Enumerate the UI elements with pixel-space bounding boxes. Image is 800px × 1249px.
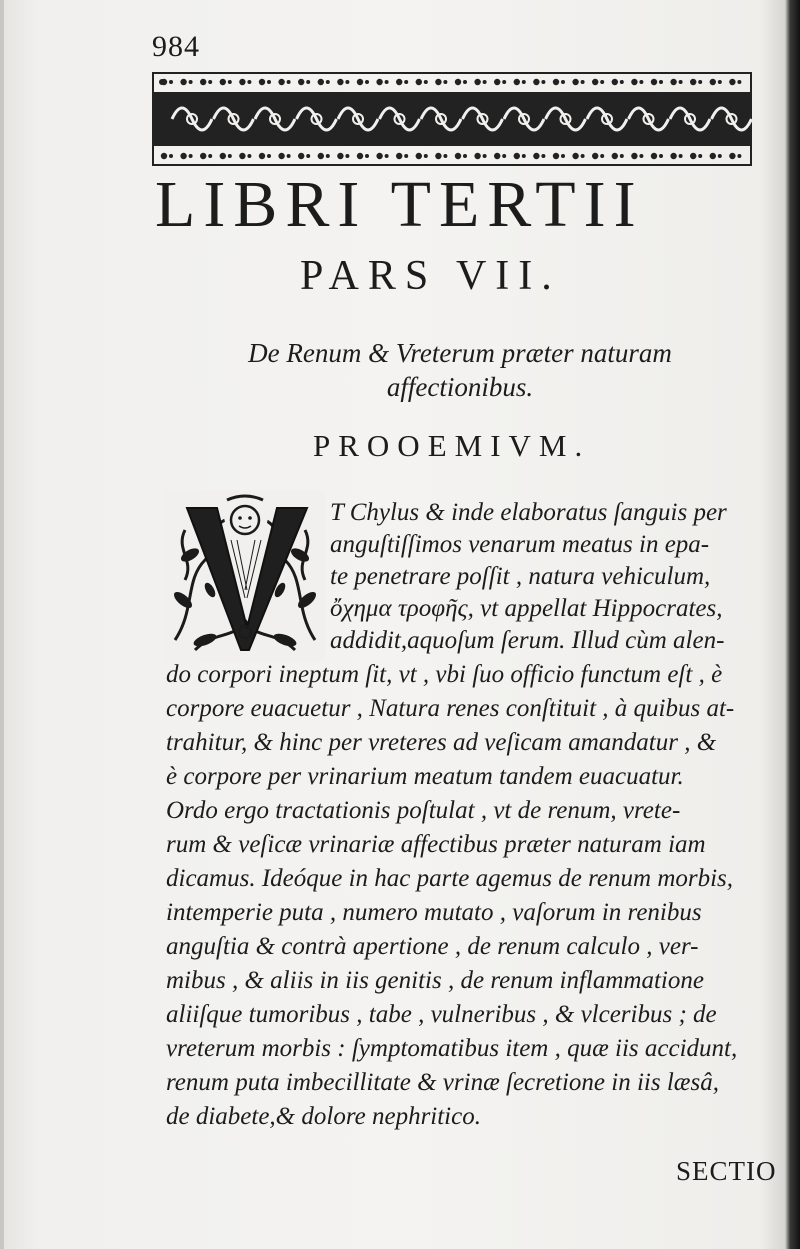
- catchword: SECTIO: [676, 1156, 777, 1186]
- body-line: dicamus. Ideóque in hac parte agemus de renum morbis,: [166, 865, 734, 892]
- body-line: è corpore per vrinarium meatum tandem euacuatur.: [166, 763, 684, 790]
- body-line: de diabete,& dolore nephritico.: [166, 1103, 481, 1130]
- body-line: do corpori ineptum ſit, vt , vbi ſuo officio functum eſt , è: [166, 661, 723, 688]
- body-line: ὄχημα τροφῆς, vt appellat Hippocrates,: [330, 595, 723, 622]
- body-line: renum puta imbecillitate & vrinæ ſecretione in iis læsâ,: [166, 1069, 719, 1096]
- book-title: LIBRI TERTII: [155, 168, 644, 241]
- subtitle-line-2: affectionibus.: [386, 372, 534, 402]
- chapter-subtitle: [200, 336, 720, 404]
- body-line: T Chylus & inde elaboratus ſanguis per: [330, 499, 727, 526]
- body-line: corpore euacuetur , Natura renes conſtituit , à quibus at-: [166, 695, 735, 722]
- section-heading: PROOEMIVM.: [313, 428, 591, 463]
- body-line: mibus , & aliis in iis genitis , de renum inflammatione: [166, 967, 704, 994]
- page-edge: [0, 0, 4, 1249]
- body-line: trahitur, & hinc per vreteres ad veſicam amandatur , &: [166, 729, 717, 756]
- body-line: addidit,aquoſum ſerum. Illud cùm alen-: [330, 627, 725, 654]
- subtitle-line-1: De Renum & Vreterum præter naturam: [248, 338, 672, 368]
- floral-headpiece-ornament-icon: [152, 72, 752, 166]
- body-line: anguſtiſſimos venarum meatus in epa-: [330, 531, 710, 558]
- body-line: anguſtia & contrà apertione , de renum calculo , ver-: [166, 933, 699, 960]
- body-line: intemperie puta , numero mutato , vaſorum in renibus: [166, 899, 702, 926]
- decorated-initial-v-icon: [165, 490, 325, 662]
- body-line: Ordo ergo tractationis poſtulat , vt de renum, vrete-: [166, 797, 681, 824]
- page-number: 984: [152, 30, 200, 63]
- body-line: te penetrare poſſit , natura vehiculum,: [330, 563, 711, 590]
- body-line: vreterum morbis : ſymptomatibus item , quæ iis accidunt,: [166, 1035, 738, 1062]
- body-line: aliiſque tumoribus , tabe , vulneribus , & vlceribus ; de: [166, 1001, 717, 1028]
- part-title: PARS VII.: [300, 253, 561, 299]
- body-line: rum & veſicæ vrinariæ affectibus præter naturam iam: [166, 831, 706, 858]
